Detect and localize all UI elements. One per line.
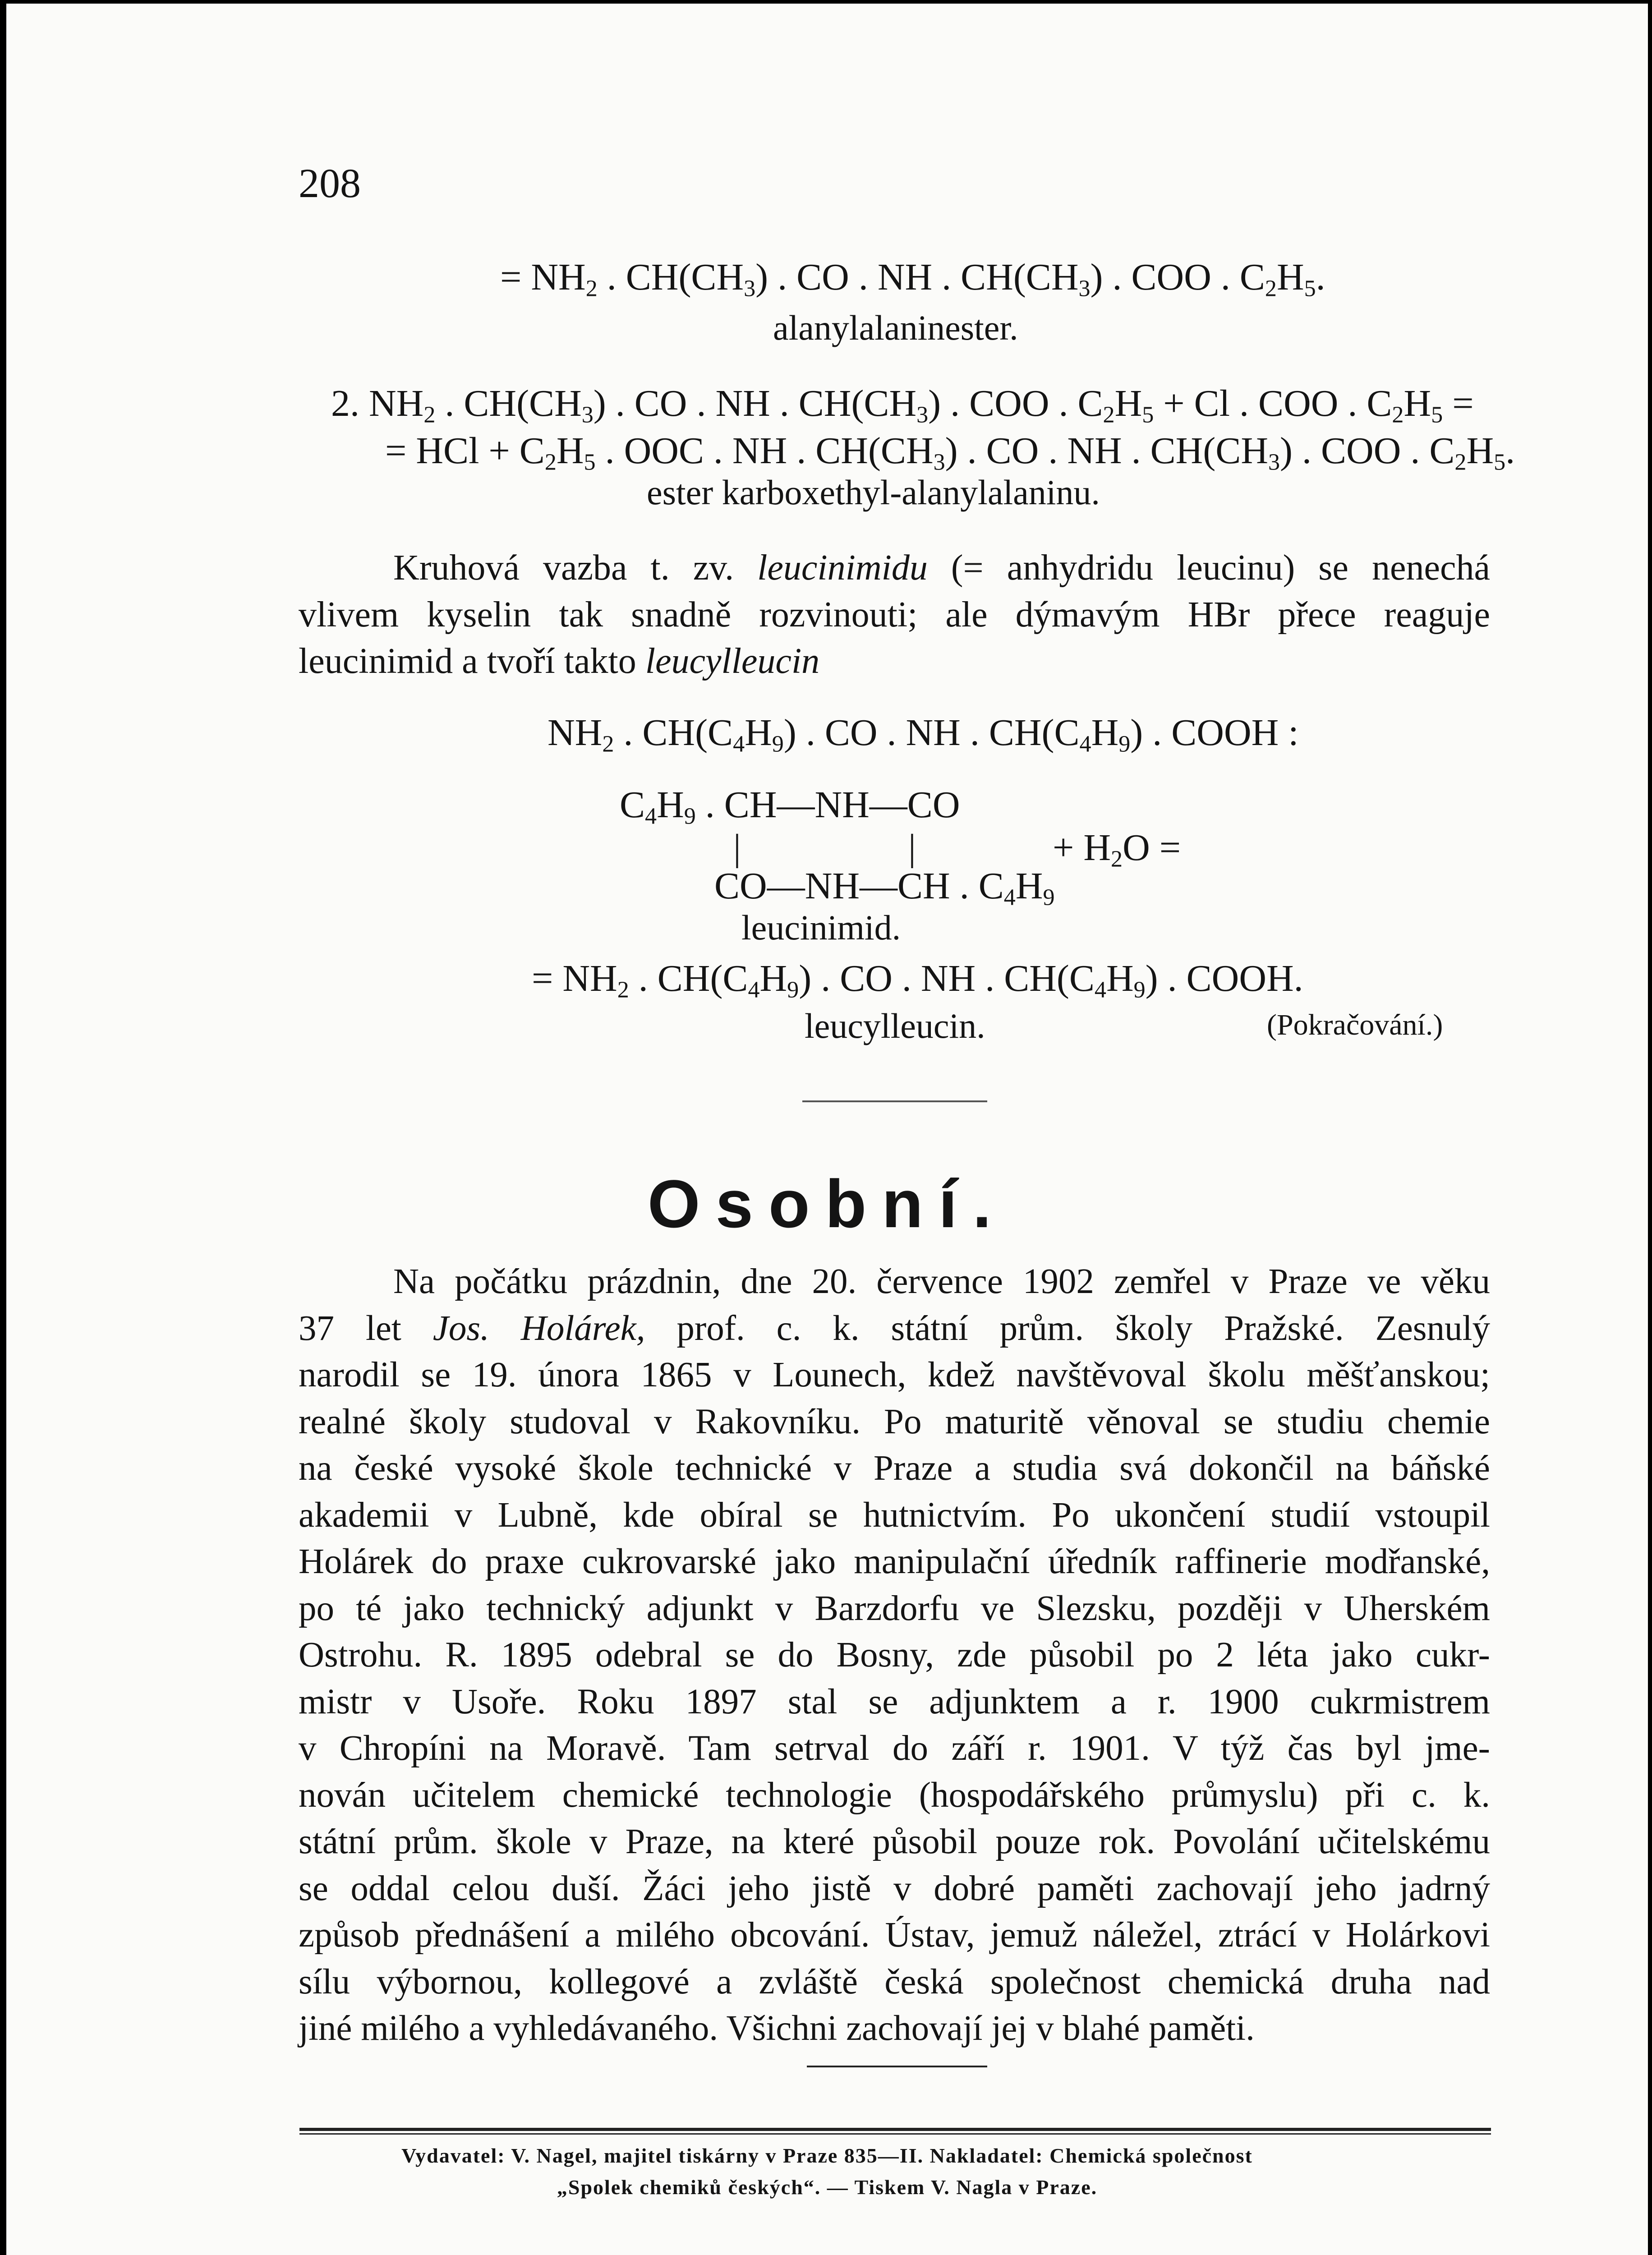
paragraph (299, 545, 1490, 685)
text-run: Kruhová vazba t. zv. (393, 548, 758, 588)
subscript: 5 (1431, 402, 1443, 428)
formula-text: ) . COO . C (1280, 430, 1455, 472)
text-line: Holárek do praxe cukrovarské jako manipulační úředník raffinerie modřanské, (299, 1542, 1490, 1581)
formula-text: . OOC . NH . CH(CH (595, 430, 934, 472)
italic-term: leucylleucin (645, 641, 820, 681)
subscript: 4 (1079, 731, 1091, 757)
formula-text: = (1443, 382, 1474, 424)
formula-text: H (759, 957, 787, 999)
equation-line (385, 430, 1515, 475)
subscript: 2 (1265, 276, 1277, 302)
text-line: realné školy studoval v Rakovníku. Po maturitě věnoval se studiu chemie (299, 1402, 1490, 1441)
formula-text: ) . COO . C (1090, 256, 1265, 298)
subscript: 3 (933, 449, 945, 475)
text-run: (= anhydridu leucinu) se nenechá (927, 548, 1491, 588)
subscript: 4 (1094, 977, 1106, 1003)
imprint-line: „Spolek chemiků českých“. — Tiskem V. Nagla v Praze. (557, 2176, 1098, 2199)
text-line: vlivem kyselin tak snadně rozvinouti; ale dýmavým HBr přece reaguje (299, 594, 1490, 635)
text-line: po té jako technický adjunkt v Barzdorfu ve Slezsku, později v Uherském (299, 1588, 1490, 1628)
plus-water (1053, 827, 1181, 872)
text-run: prof. c. k. státní prům. školy Pražské. Zesnulý (645, 1308, 1490, 1348)
formula-text: C (620, 784, 645, 826)
formula-text: . CH(CH (435, 382, 582, 424)
formula-text: ) . CO . NH . CH(CH (593, 382, 917, 424)
subscript: 2 (1111, 846, 1123, 872)
text-run: leucinimid a tvoří takto (299, 641, 645, 681)
formula-text: CO—NH—CH . C (714, 865, 1004, 907)
formula-text: . CH(CH (597, 256, 744, 298)
text-line: jiné milého a vyhledávaného. Všichni zachovají jej v blahé paměti. (299, 2009, 1255, 2048)
subscript: 4 (1003, 884, 1016, 911)
text-line (299, 638, 1490, 685)
formula-text: = HCl + C (385, 430, 545, 472)
text-line: státní prům. škole v Praze, na které působil pouze rok. Povolání učitelskému (299, 1822, 1490, 1861)
formula-text: H (1276, 256, 1304, 298)
footer-rule (299, 2133, 1491, 2135)
footer-rule (299, 2128, 1491, 2131)
subscript: 2 (585, 276, 598, 302)
subscript: 4 (733, 731, 745, 757)
ring-formula-bottom (714, 865, 1055, 911)
text-line: narodil se 19. února 1865 v Lounech, kdež navštěvoval školu měšťanskou; (299, 1355, 1490, 1394)
formula-text: . (1316, 256, 1325, 298)
formula-text: H (1015, 865, 1043, 907)
formula-text: . CH(C (629, 957, 748, 999)
italic-term: leucinimidu (757, 548, 928, 588)
formula-text: ) . CO . NH . CH(C (799, 957, 1095, 999)
compound-name: ester karboxethyl-alanylalaninu. (647, 473, 1100, 512)
subscript: 5 (1304, 276, 1316, 302)
continued-note: (Pokračování.) (1267, 1008, 1443, 1041)
text-line: mistr v Usoře. Roku 1897 stal se adjunktem a r. 1900 cukrmistrem (299, 1682, 1490, 1721)
formula-text: H (657, 784, 684, 826)
formula-text: ) . CO . NH . CH(C (783, 712, 1080, 754)
compound-name: alanylalaninester. (773, 308, 1018, 347)
subscript: 4 (748, 977, 760, 1003)
section-divider (802, 1100, 987, 1102)
formula-text: . CH—NH—CO (695, 784, 960, 826)
subscript: 2 (1392, 402, 1404, 428)
text-line: na české vysoké škole technické v Praze a studia svá dokončil na báňské (299, 1449, 1490, 1488)
person-name: Jos. Holárek, (433, 1308, 645, 1348)
subscript: 3 (581, 402, 594, 428)
equation-line (532, 957, 1303, 1003)
text-line (299, 1305, 1490, 1352)
text-line (299, 545, 1490, 592)
formula-text: ) . COOH. (1145, 957, 1303, 999)
subscript: 5 (584, 449, 596, 475)
subscript: 9 (684, 803, 696, 829)
subscript: 9 (772, 731, 784, 757)
formula-text: . CH(C (614, 712, 733, 754)
obituary-paragraph (299, 1258, 1490, 2052)
compound-name: leucinimid. (741, 908, 901, 947)
ring-bond: | (908, 827, 916, 869)
formula-text: ) . CO . NH . CH(CH (945, 430, 1268, 472)
subscript: 2 (1454, 449, 1467, 475)
formula-text: ) . COO . C (928, 382, 1103, 424)
subscript: 5 (1494, 449, 1506, 475)
imprint-line: Vydavatel: V. Nagel, majitel tiskárny v Praze 835—II. Nakladatel: Chemická společnost (401, 2144, 1253, 2167)
equation-line (331, 382, 1474, 428)
ring-bond: | (733, 827, 741, 869)
subscript: 9 (1133, 977, 1146, 1003)
text-run: 37 let (299, 1308, 433, 1348)
text-line: se oddal celou duší. Žáci jeho jistě v dobré paměti zachovají jeho jadrný (299, 1868, 1490, 1908)
subscript: 3 (744, 276, 756, 302)
formula-text: ) . CO . NH . CH(CH (755, 256, 1079, 298)
page-number: 208 (299, 160, 361, 206)
formula-text: = NH (500, 256, 586, 298)
subscript: 9 (787, 977, 799, 1003)
subscript: 2 (1103, 402, 1115, 428)
document-page (6, 4, 1648, 2255)
text-line: nován učitelem chemické technologie (hospodářského průmyslu) při c. k. (299, 1775, 1490, 1815)
subscript: 2 (544, 449, 557, 475)
subscript: 3 (1268, 449, 1280, 475)
subscript: 9 (1043, 884, 1055, 911)
compound-name: leucylleucin. (805, 1006, 985, 1045)
subscript: 2 (602, 731, 614, 757)
ring-formula-top (620, 784, 960, 829)
formula-text: H (1106, 957, 1134, 999)
formula-text: 2. NH (331, 382, 424, 424)
formula-text: + Cl . COO . C (1154, 382, 1392, 424)
subscript: 2 (423, 402, 436, 428)
subscript: 3 (1078, 276, 1091, 302)
formula-text: H (1466, 430, 1494, 472)
section-divider (807, 2066, 987, 2067)
subscript: 9 (1118, 731, 1131, 757)
equation-line (500, 256, 1325, 302)
formula-text: H (1114, 382, 1142, 424)
subscript: 4 (645, 803, 657, 829)
subscript: 3 (916, 402, 929, 428)
equation-line (548, 712, 1299, 757)
subscript: 2 (617, 977, 629, 1003)
formula-text: NH (548, 712, 603, 754)
formula-text: H (745, 712, 772, 754)
text-line: Na počátku prázdnin, dne 20. července 1902 zemřel v Praze ve věku (393, 1262, 1490, 1301)
formula-text: . (1505, 430, 1515, 472)
subscript: 5 (1142, 402, 1154, 428)
formula-text: H (1404, 382, 1431, 424)
formula-text: + H (1053, 827, 1111, 869)
text-line: sílu výbornou, kollegové a zvláště česká společnost chemická druha nad (299, 1962, 1490, 2002)
formula-text: ) . COOH : (1130, 712, 1299, 754)
formula-text: O = (1123, 827, 1181, 869)
formula-text: H (556, 430, 584, 472)
text-line: Ostrohu. R. 1895 odebral se do Bosny, zde působil po 2 léta jako cukr- (299, 1635, 1490, 1675)
text-line: v Chropíni na Moravě. Tam setrval do září r. 1901. V týž čas byl jme- (299, 1729, 1490, 1768)
text-line: akademii v Lubně, kde obíral se hutnictvím. Po ukončení studií vstoupil (299, 1495, 1490, 1535)
formula-text: = NH (532, 957, 617, 999)
formula-text: H (1091, 712, 1119, 754)
text-line: způsob přednášení a milého obcování. Ústav, jemuž náležel, ztrácí v Holárkovi (299, 1915, 1490, 1955)
section-heading: Osobní. (647, 1166, 1007, 1242)
